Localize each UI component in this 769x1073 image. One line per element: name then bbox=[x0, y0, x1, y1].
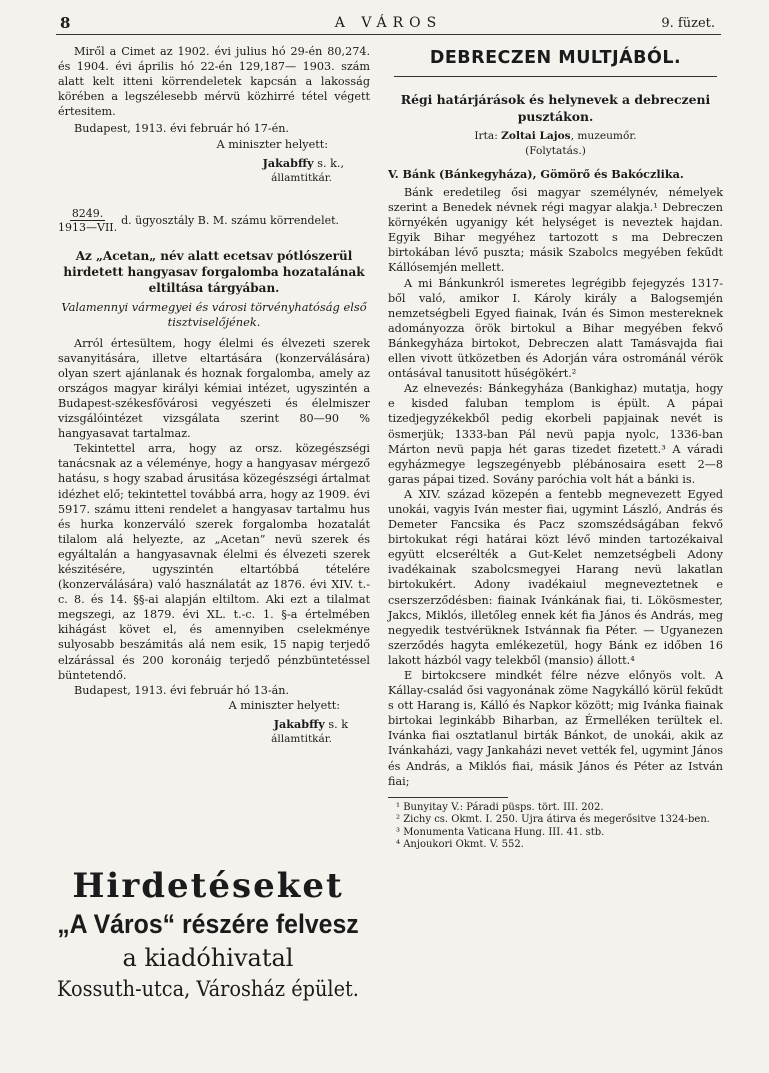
intro-signer: Jakabffy bbox=[262, 155, 314, 170]
byline-prefix: Irta: bbox=[474, 130, 498, 142]
advertisement bbox=[28, 866, 388, 1004]
decree-addressee: Valamennyi vármegyei és városi törvényhatóság első tisztviselőjének. bbox=[61, 299, 367, 329]
intro-date: Budapest, 1913. évi február hó 17-én. bbox=[74, 122, 289, 136]
decree-signature-role: államtitkár. bbox=[271, 732, 332, 745]
decree-reference bbox=[58, 206, 370, 236]
byline-suffix: , muzeumőr. bbox=[570, 130, 637, 142]
intro-signature-role: államtitkár. bbox=[271, 171, 332, 184]
decree-signer: Jakabffy bbox=[273, 716, 325, 731]
decree-signer-sk: s. k bbox=[328, 717, 348, 731]
continued-label: (Folytatás.) bbox=[525, 145, 586, 157]
decree-signature-title: A miniszter helyett: bbox=[228, 698, 340, 712]
footnote-1: ¹ Bunyitay V.: Páradi püsps. tört. III. 202. bbox=[396, 801, 604, 813]
decree-paragraph-1: Arról értesültem, hogy élelmi és élvezeti szerek savanyitására, illetve eltartására (konzerválására) olyan szert ajánlanak és hoznak forgalomba, amely az országos magyar királyi kémiai intézet, ugyszintén a Budapest-székesfővárosi vegyészeti és élelmiszer vizsgálóintézet vizsgálata szerint 80—90 % hangyasavat tartalmaz. bbox=[58, 336, 370, 441]
footnote-4: ⁴ Anjoukori Okmt. V. 552. bbox=[396, 839, 524, 851]
section-heading: V. Bánk (Bánkegyháza), Gömörő és Bakóczlika. bbox=[388, 167, 684, 181]
reference-fraction bbox=[58, 207, 117, 234]
right-column bbox=[388, 44, 723, 852]
byline-author: Zoltai Lajos bbox=[501, 130, 571, 142]
decree-title: Az „Acetan„ név alatt ecetsav pótlószerül hirdetett hangyasav forgalomba hozatalának eltiltása tárgyában. bbox=[63, 248, 365, 295]
decree-paragraph-2: Tekintettel arra, hogy az orsz. közegészségi tanácsnak az a véleménye, hogy a hangyasav mérgező hatásu, s hogy szabad árusitása közegészségi ártalmat idézhet elő; tekintettel továbbá arra, hogy az 1909. évi 5917. számu itteni rendelet a hangyasav tartalmu hus és hurka konzerváló szerek forgalomba hozatalát tilalom alá helyezte, az „Acetan” nevü szerek és egyáltalán a hangyasavnak élelmi és élvezeti szerek készitésére, ugyszintén eltartóbbá tételére (konzerválására) való használatát az 1876. évi XIV. t.-c. 8. és 14. §§-ai alapján eltiltom. Aki ezt a tilalmat megszegi, az 1879. évi XL. t.-c. 1. §-a értelmében kihágást követ el, és amennyiben cselekménye sulyosabb beszámitás alá nem esik, 15 napig terjedő elzárással és 200 koronáig terjedő pénzbüntetéssel büntetendő. bbox=[58, 442, 370, 682]
decree-date: Budapest, 1913. évi február hó 13-án. bbox=[74, 683, 290, 697]
footnote-2: ² Zichy cs. Okmt. I. 250. Ujra átirva és megerősitve 1324-ben. bbox=[396, 814, 710, 826]
page-header bbox=[56, 8, 721, 35]
journal-title: A VÁROS bbox=[334, 15, 443, 31]
footnote-3: ³ Monumenta Vaticana Hung. III. 41. stb. bbox=[396, 826, 605, 838]
intro-paragraph: Miről a Cimet az 1902. évi julius hó 29-én 80,274. és 1904. évi április hó 22-én 129,187— 1903. szám alatt kelt itteni körrendeletek kapcsán a lakosság körében a legszélesebb mérvü közhirré tétel végett értesitem. bbox=[58, 45, 370, 119]
intro-signature-name bbox=[58, 156, 344, 171]
ad-line-2: „A Város“ részére felvesz bbox=[57, 909, 359, 939]
ad-line-4: Kossuth-utca, Városház épület. bbox=[57, 977, 359, 1001]
title-divider bbox=[394, 76, 717, 77]
issue-number: 9. füzet. bbox=[661, 16, 715, 31]
article-paragraph-2: A mi Bánkunkról ismeretes legrégibb fejegyzés 1317-ből való, amikor I. Károly király a Balogsemjén nemzetségbeli Egyed fiainak, Iván és Simon mestereknek adományozza örök birtokul a Bihar megyében fekvő Bánkegyháza birtokot, Debreczen alatt Tamásvajda fiai ellen vivott ütközetben és Adorján vára ostrománál vérök ontásával tanusitott hűségökért.² bbox=[388, 276, 723, 381]
ad-headline: Hirdetéseket bbox=[72, 866, 344, 906]
intro-signer-sk: s. k., bbox=[317, 156, 344, 170]
footnote-divider bbox=[388, 797, 508, 798]
decree-signature-name bbox=[58, 717, 348, 732]
article-paragraph-4: A XIV. század közepén a fentebb megnevezett Egyed unokái, vagyis Iván mester fiai, ugymint László, András és Demeter Fancsika és Pacz szomszédságában fekvő birtokukat régi határai közt lévő minden tartozékaival együtt elcserélték a Gut-Kelet nemzetségbeli Adony ivadékainak szabolcsmegyei Harang nevü lakatlan birtokukért. Adony ivadékaiul megneveztetnek e cserszerződésben: fiainak Ivánkának fiai, ti. Lökösmester, Jakcs, Miklós, illetőleg ennek két fia János és András, meg negyedik testvérüknek Istvánnak fia Péter. — Ugyanezen szerződés hagyta emlékezetül, hogy Bánk ez időben 16 lakott házból vagy telekből (mansio) állott.⁴ bbox=[388, 487, 723, 667]
intro-signature-title: A miniszter helyett: bbox=[216, 137, 328, 151]
reference-year: 1913—VII. bbox=[58, 221, 118, 235]
column-title: DEBRECZEN MULTJÁBÓL. bbox=[429, 48, 682, 68]
ad-line-3: a kiadóhivatal bbox=[122, 944, 294, 972]
article-paragraph-3: Az elnevezés: Bánkegyháza (Bankighaz) mutatja, hogy e kisded faluban templom is épült. A pápai tizedjegyzékekből pedig ekorbeli papjainak nevét is ösmerjük; 1333-ban Pál nevü papja nyolc, 1336-ban Márton nevü papja hét garas tizedet fizetett.³ A váradi egyházmegye legszegényebb plébánosaira esett 2—8 garas pápai tized. Sovány paróchia volt hát a bánki is. bbox=[388, 382, 723, 486]
page-number: 8 bbox=[60, 14, 71, 32]
article-paragraph-5: E birtokcsere mindkét félre nézve előnyös volt. A Kállay-család ősi vagyonának zöme Nagykálló körül fekűdt s ott Harang is, Kálló és Napkor között; mig Ivánka fiainak birtokai leginkább Biharban, az Érmelléken terültek el. Ivánka fiai osztatlanul birták Bánkot, de unokái, akik az Ivánkaházi, vagy Jankaházi nevet vették fel, ugymint János és András, a Miklós fiai, másik János és Péter az István fiai; bbox=[388, 669, 723, 788]
reference-number: 8249. bbox=[71, 207, 104, 221]
article-paragraph-1: Bánk eredetileg ősi magyar személynév, némelyek szerint a Benedek névnek régi magyar alakja.¹ Debreczen környékén ugyanigy két helységet is neveztek hajdan. Egyik Bihar megyéhez tartozott s ma Debreczen birtokában lévő puszta; másik Szabolcs megyében fekűdt Kállósemjén mellett. bbox=[388, 186, 723, 275]
left-column bbox=[58, 44, 370, 747]
article-byline bbox=[388, 129, 723, 144]
reference-text: d. ügyosztály B. M. számu körrendelet. bbox=[121, 214, 340, 228]
article-title: Régi határjárások és helynevek a debreczeni pusztákon. bbox=[400, 92, 711, 124]
